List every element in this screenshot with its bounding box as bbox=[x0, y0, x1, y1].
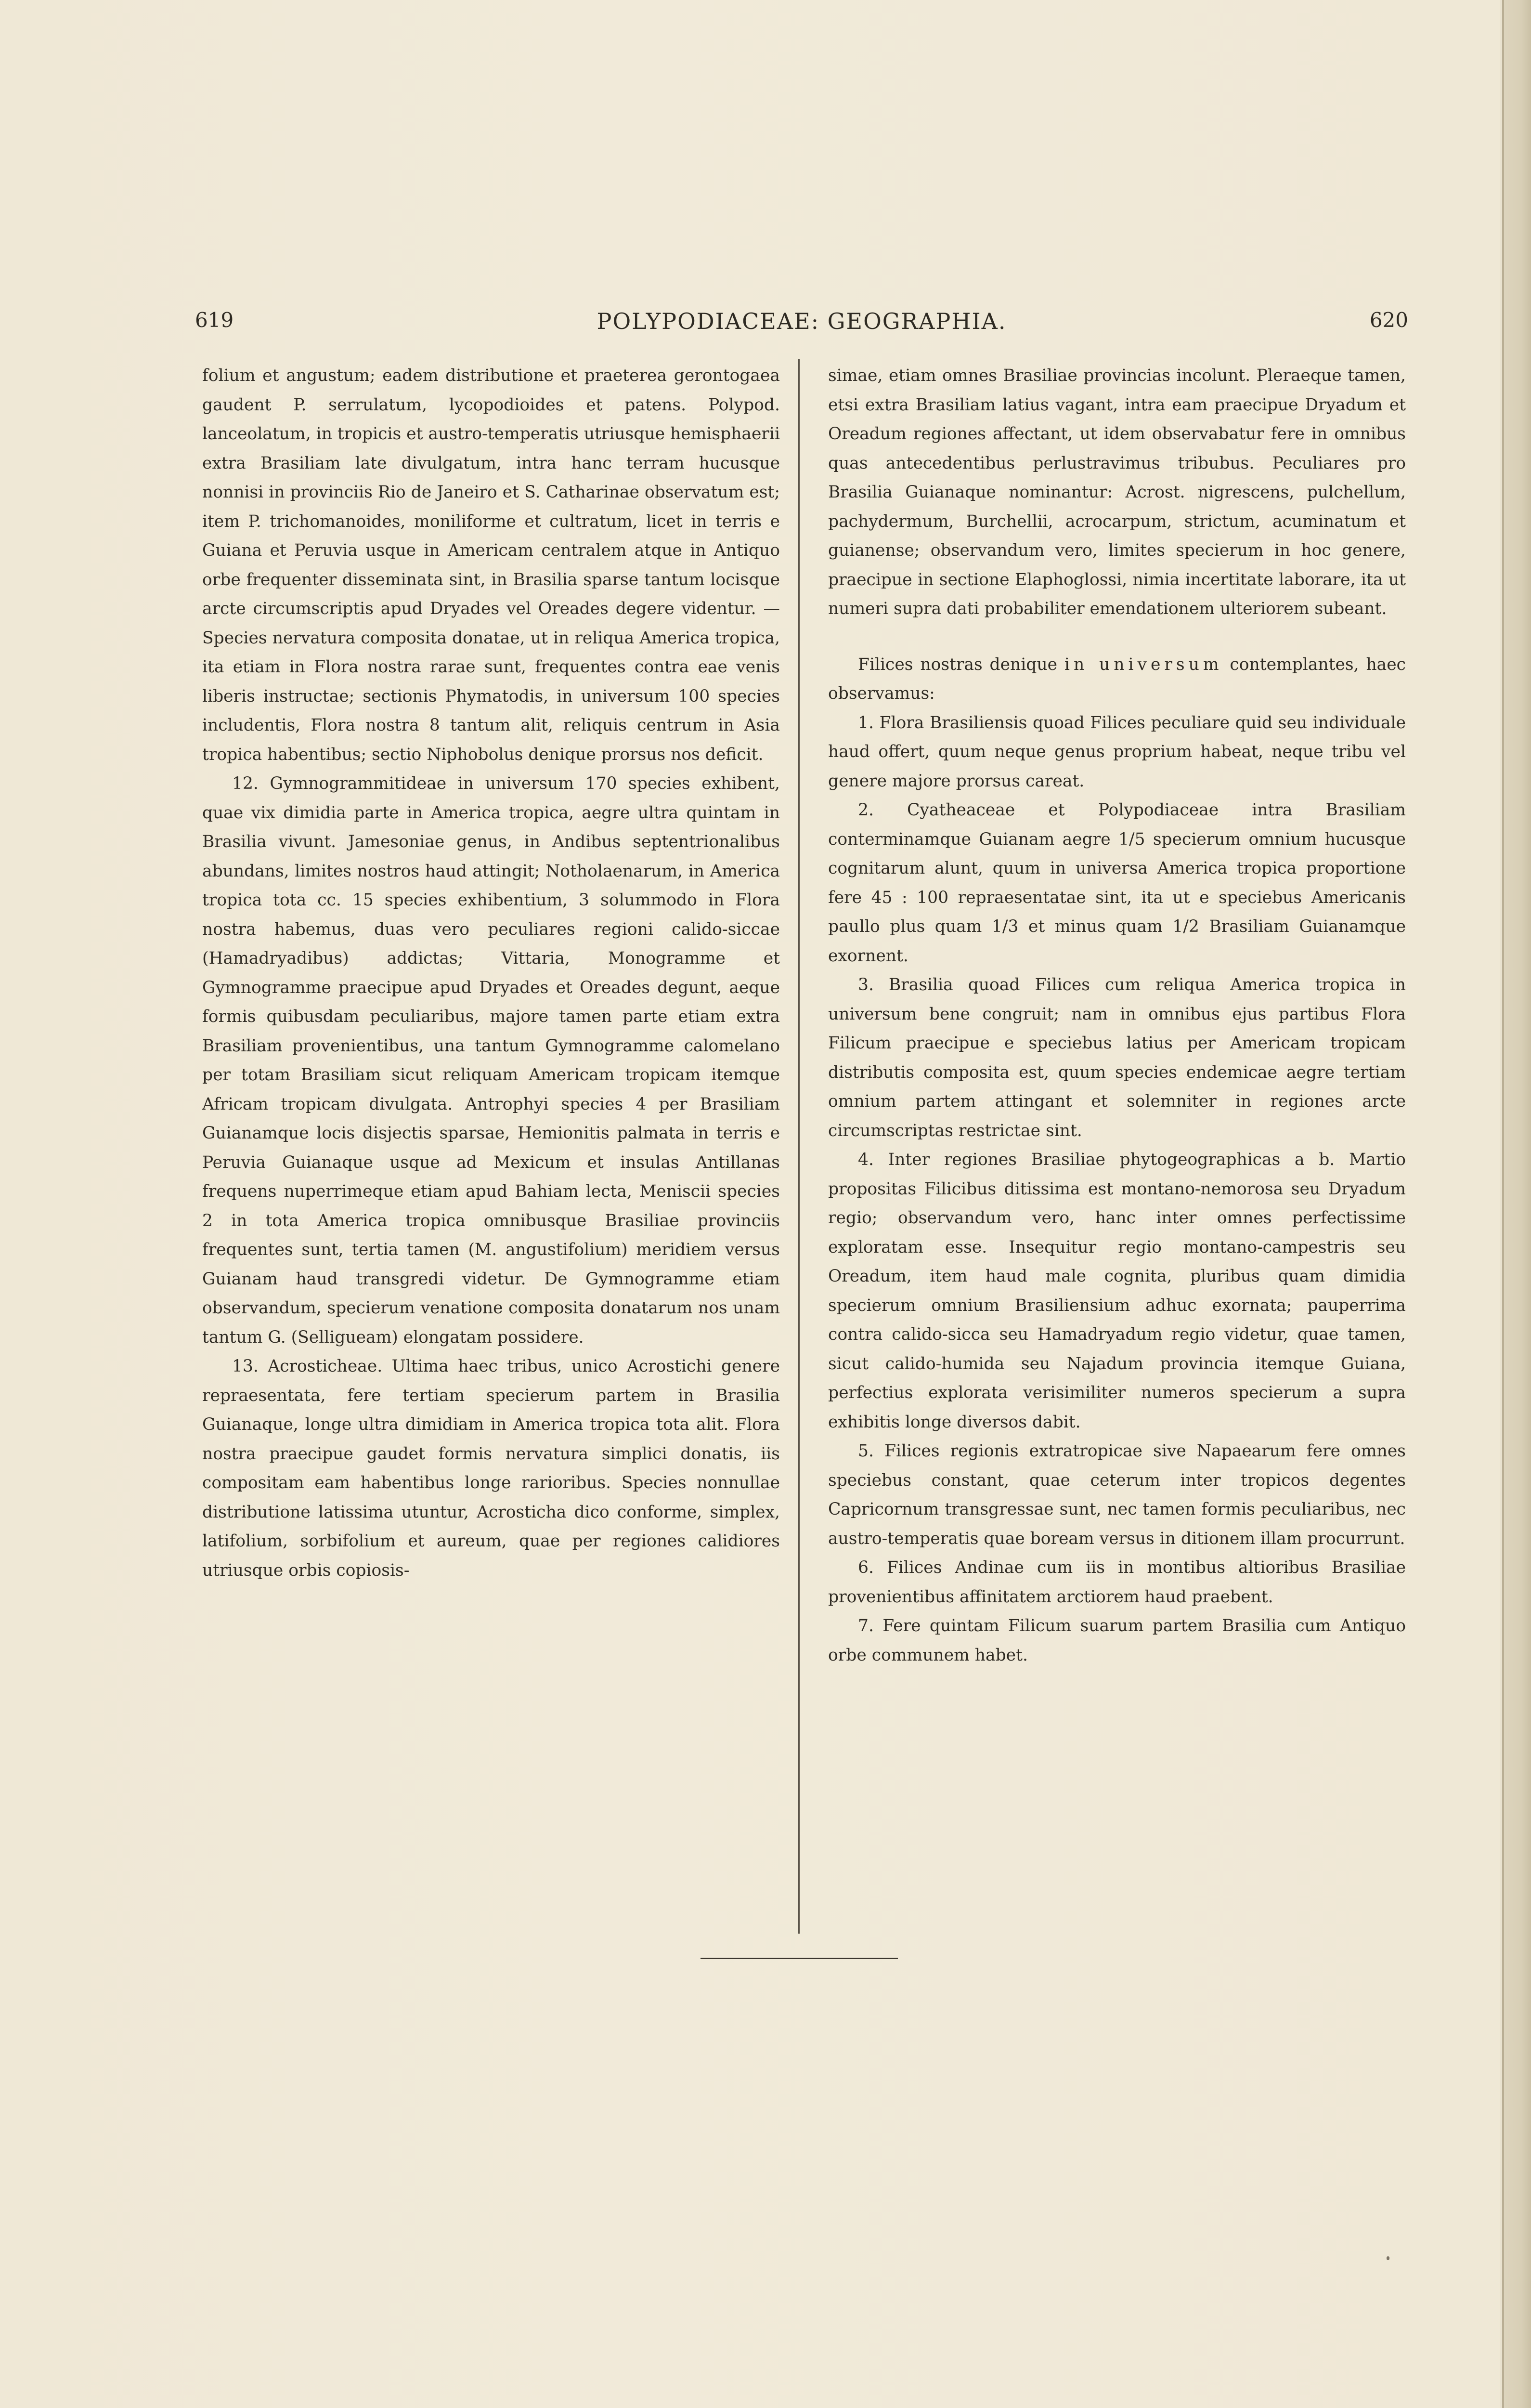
running-title: POLYPODIACEAE: GEOGRAPHIA. bbox=[597, 308, 1007, 334]
paper-speck bbox=[1387, 2256, 1389, 2260]
summary-item-4: 4. Inter regiones Brasiliae phytogeographicas a b. Martio propositas Filicibus ditissima est montano-nemorosa seu Dryadum regio; observandum vero, hanc inter omnes perfectissime exploratam esse. Insequitur regio montano-campestris seu Oreadum, item haud male cognita, pluribus quam dimidia specierum omnium Brasiliensium adhuc exornata; pauperrima contra calido-sicca seu Hamadryadum regio videtur, quae tamen, sicut calido-humida seu Najadum provincia itemque Guiana, perfectius explorata verisimiliter numeros specierum a supra exhibitis longe diversos dabit. bbox=[828, 1150, 1406, 1432]
left-paragraph-gymnogrammitideae: 12. Gymnogrammitideae in universum 170 species exhibent, quae vix dimidia parte in America tropica, aegre ultra quintam in Brasilia vivunt. Jamesoniae genus, in Andibus septentrionalibus abundans, limites nostros haud attingit; Notholaenarum, in America tropica tota cc. 15 species exhibentium, 3 solummodo in Flora nostra habemus, duas vero peculiares regioni calido-siccae (Hamadryadibus) addictas; Vittaria, Monogramme et Gymnogramme praecipue apud Dryades et Oreades degunt, aeque formis quibusdam peculiaribus, majore tamen parte etiam extra Brasiliam provenientibus, una tantum Gymnogramme calomelano per totam Brasiliam sicut reliquam Americam tropicam itemque Africam tropicam divulgata. Antrophyi species 4 per Brasiliam Guianamque locis disjectis sparsae, Hemionitis palmata in terris e Peruvia Guianaque usque ad Mexicum et insulas Antillanas frequens nuperrimeque etiam apud Bahiam lecta, Meniscii species 2 in tota America tropica omnibusque Brasiliae provinciis frequentes sunt, tertia tamen (M. angustifolium) meridiem versus Guianam haud transgredi videtur. De Gymnogramme etiam observandum, specierum venatione composita donatarum nos unam tantum G. (Selligueam) elongatam possidere. bbox=[202, 774, 780, 1347]
page-number-left: 619 bbox=[195, 308, 234, 332]
right-column bbox=[828, 361, 1406, 1950]
left-paragraph-polypodium: folium et angustum; eadem distributione et praeterea gerontogaea gaudent P. serrulatum, lycopodioides et patens. Polypod. lanceolatum, in tropicis et austro-temperatis utriusque hemisphaerii extra Brasiliam late divulgatum, intra hanc terram hucusque nonnisi in provinciis Rio de Janeiro et S. Catharinae observatum est; item P. trichomanoides, moniliforme et cultratum, licet in terris e Guiana et Peruvia usque in Americam centralem atque in Antiquo orbe frequenter disseminata sint, in Brasilia sparse tantum locisque arcte circumscriptis apud Dryades vel Oreades degere videntur. — Species nervatura composita donatae, ut in reliqua America tropica, ita etiam in Flora nostra rarae sunt, frequentes contra eae venis liberis instructae; sectionis Phymatodis, in universum 100 species includentis, Flora nostra 8 tantum alit, reliquis centrum in Asia tropica habentibus; sectio Niphobolus denique prorsus nos deficit. bbox=[202, 366, 780, 764]
page-header bbox=[195, 308, 1408, 342]
end-rule bbox=[701, 1958, 898, 1959]
left-column bbox=[202, 361, 780, 1950]
summary-item-2: 2. Cyatheaceae et Polypodiaceae intra Brasiliam conterminamque Guianam aegre 1/5 specierum omnium hucusque cognitarum alunt, quum in universa America tropica proportione fere 45 : 100 repraesentatae sint, ita ut e speciebus Americanis paullo plus quam 1/3 et minus quam 1/2 Brasiliam Guianamque exornent. bbox=[828, 800, 1406, 966]
summary-intro-b: contemplantes, haec observamus: bbox=[828, 654, 1406, 703]
right-paragraph-acrostichum: simae, etiam omnes Brasiliae provincias incolunt. Pleraeque tamen, etsi extra Brasiliam latius vagant, intra eam praecipue Dryadum et Oreadum regiones affectant, ut idem observabatur fere in omnibus quas antecedentibus perlustravimus tribubus. Peculiares pro Brasilia Guianaque nominantur: Acrost. nigrescens, pulchellum, pachydermum, Burchellii, acrocarpum, strictum, acuminatum et guianense; observandum vero, limites specierum in hoc genere, praecipue in sectione Elaphoglossi, nimia incertitate laborare, ita ut numeri supra dati probabiliter emendationem ulteriorem subeant. bbox=[828, 366, 1406, 618]
summary-item-7: 7. Fere quintam Filicum suarum partem Brasilia cum Antiquo orbe communem habet. bbox=[828, 1616, 1406, 1665]
summary-item-6: 6. Filices Andinae cum iis in montibus altioribus Brasiliae provenientibus affinitatem arctiorem haud praebent. bbox=[828, 1558, 1406, 1607]
summary-item-1: 1. Flora Brasiliensis quoad Filices peculiare quid seu individuale haud offert, quum neque genus proprium habeat, neque tribu vel genere majore prorsus careat. bbox=[828, 713, 1406, 791]
summary-item-5: 5. Filices regionis extratropicae sive Napaearum fere omnes speciebus constant, quae ceterum inter tropicos degentes Capricornum transgressae sunt, nec tamen formis peculiaribus, nec austro-temperatis quae boream versus in ditionem illam procurrunt. bbox=[828, 1441, 1406, 1548]
book-page-edge bbox=[1502, 0, 1531, 2408]
page-number-right: 620 bbox=[1369, 308, 1408, 332]
left-paragraph-acrosticheae: 13. Acrosticheae. Ultima haec tribus, unico Acrostichi genere repraesentata, fere tertiam specierum partem in Brasilia Guianaque, longe ultra dimidiam in America tropica tota alit. Flora nostra praecipue gaudet formis nervatura simplici donatis, iis compositam eam habentibus longe rarioribus. Species nonnullae distributione latissima utuntur, Acrosticha dico conforme, simplex, latifolium, sorbifolium et aureum, quae per regiones calidiores utriusque orbis copiosis- bbox=[202, 1357, 780, 1580]
summary-intro-a: Filices nostras denique bbox=[858, 654, 1058, 674]
column-divider bbox=[798, 359, 800, 1934]
summary-intro-spaced: in universum bbox=[1064, 654, 1223, 674]
summary-item-3: 3. Brasilia quoad Filices cum reliqua America tropica in universum bene congruit; nam in omnibus ejus partibus Flora Filicum praecipue e speciebus latius per Americam tropicam distributis composita est, quum species endemicae aegre tertiam omnium partem attingant et solemniter in regiones arcte circumscriptas restrictae sint. bbox=[828, 975, 1406, 1140]
summary-intro bbox=[828, 650, 1406, 708]
